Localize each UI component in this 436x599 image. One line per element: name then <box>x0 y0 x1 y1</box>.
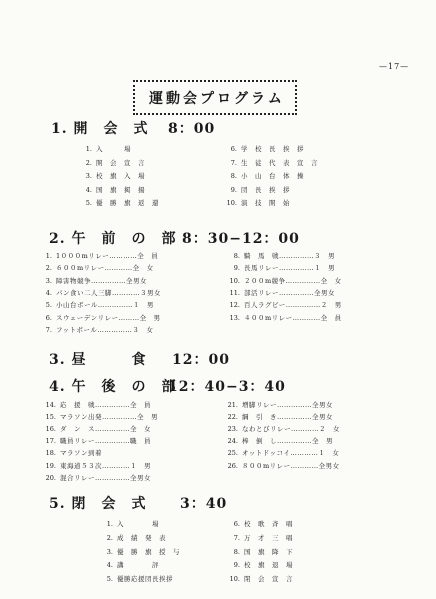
program-item-number: 11. <box>229 288 240 297</box>
program-item-number: 20. <box>45 473 56 482</box>
program-item <box>38 290 161 297</box>
program-item <box>226 576 293 583</box>
section-closing-time: 3：40 <box>180 496 228 512</box>
program-item-label: ２００m競争……………全 女 <box>244 276 342 285</box>
program-item-label: 開 会 宣 言 <box>96 158 145 167</box>
program-item-number: 8. <box>233 252 240 260</box>
program-item <box>99 562 159 569</box>
program-item-label: 部活リレー……………全男女 <box>244 288 335 297</box>
program-item <box>226 302 342 309</box>
program-item-number: 21. <box>227 401 238 409</box>
program-item-number: 7. <box>233 533 240 542</box>
section-afternoon-title: 4. 午 後 の 部 <box>49 379 177 395</box>
program-item-label: 職員リレー……………職 員 <box>60 437 151 446</box>
program-item <box>224 450 339 457</box>
program-item-number: 8. <box>230 172 237 180</box>
program-item-label: ４００mリレー…………全 員 <box>244 313 342 322</box>
program-item-label: 閉 会 宣 言 <box>244 575 293 584</box>
program-item <box>42 438 151 445</box>
section-lunch-title: 3. 昼 食 <box>49 352 147 368</box>
program-item-number: 2. <box>45 264 52 273</box>
program-item <box>38 327 153 334</box>
program-item-number: 1. <box>45 252 52 260</box>
program-item-label: 百人ラグビー……………２ 男 <box>244 301 342 310</box>
program-item <box>78 200 159 207</box>
program-item-label: 入 場 <box>117 520 159 528</box>
program-item <box>226 253 335 260</box>
program-item-label: 演 技 開 始 <box>241 199 290 207</box>
program-item-number: 19. <box>45 461 56 470</box>
program-item <box>223 173 304 180</box>
program-item <box>42 426 151 433</box>
program-item-label: ダ ン ス……………全 女 <box>60 425 151 434</box>
program-item-label: ８００mリレー…………全男女 <box>242 461 340 470</box>
program-item <box>42 450 102 457</box>
program-item-label: ６００mリレー…………全 女 <box>56 264 154 273</box>
program-item-number: 13. <box>229 313 240 322</box>
program-item-label: 障害物競争……………全男女 <box>56 276 147 285</box>
program-item-number: 7. <box>45 325 52 334</box>
program-item-number: 1. <box>85 145 92 153</box>
program-item-label: 学 校 長 挨 拶 <box>241 145 304 153</box>
program-item <box>99 535 166 542</box>
program-item-label: 応 援 戦……………全 員 <box>60 401 151 409</box>
program-item <box>99 549 180 556</box>
program-item-label: 優 勝 旗 授 与 <box>117 547 180 556</box>
program-item <box>226 265 335 272</box>
program-item-number: 6. <box>230 145 237 153</box>
program-item-label: パン食い二人三脚…………３男女 <box>56 288 161 297</box>
program-item-label: 団 長 挨 拶 <box>241 185 290 194</box>
program-item-label: 万 才 三 唱 <box>244 533 293 542</box>
program-item-number: 3. <box>85 172 92 180</box>
program-item <box>224 402 333 409</box>
program-item <box>224 414 333 421</box>
program-item <box>226 315 342 322</box>
program-item-label: 棒 倒 し……………全 男 <box>242 437 333 446</box>
section-morning-title: 2. 午 前 の 部 <box>49 231 177 247</box>
program-item <box>38 315 161 322</box>
program-item-number: 10. <box>226 199 237 207</box>
program-item-number: 9. <box>233 264 240 273</box>
program-item <box>223 160 318 167</box>
program-item-number: 9. <box>230 185 237 194</box>
program-item <box>224 463 340 470</box>
program-item-number: 5. <box>106 575 113 584</box>
program-item-number: 3. <box>106 547 113 556</box>
program-item <box>99 576 173 583</box>
program-item <box>226 521 293 528</box>
program-item <box>226 562 293 569</box>
program-item-number: 12. <box>229 301 240 310</box>
program-item-number: 1. <box>106 520 113 528</box>
program-item <box>224 426 340 433</box>
program-item-number: 7. <box>230 158 237 167</box>
program-item-number: 9. <box>233 561 240 570</box>
program-item-label: 優 勝 旗 返 還 <box>96 199 159 207</box>
program-item-number: 22. <box>227 413 238 422</box>
program-item-label: 小 山 台 体 操 <box>241 172 304 180</box>
program-item-label: 綱 引 き……………全男女 <box>242 413 333 422</box>
program-item <box>224 438 333 445</box>
section-opening-time: 8：00 <box>168 121 216 137</box>
program-item <box>226 549 293 556</box>
program-item-number: 5. <box>85 199 92 207</box>
program-item-label: 国 旗 掲 揚 <box>96 185 145 194</box>
program-item-number: 10. <box>229 575 240 584</box>
program-item-label: フットボール……………３ 女 <box>56 325 154 334</box>
program-item <box>78 146 131 153</box>
program-item <box>226 278 342 285</box>
program-item-number: 16. <box>45 425 56 434</box>
program-item-number: 2. <box>85 158 92 167</box>
program-item <box>42 475 151 482</box>
program-item-number: 10. <box>229 276 240 285</box>
section-lunch-time: 12：00 <box>172 352 230 368</box>
program-item-label: 校 歌 斉 唱 <box>244 520 293 528</box>
program-item <box>38 253 158 260</box>
program-item-label: 入 場 <box>96 145 131 153</box>
program-item <box>78 187 145 194</box>
program-item <box>223 146 304 153</box>
section-closing-title: 5. 閉 会 式 <box>49 496 147 512</box>
program-item-label: 騎 馬 戦……………３ 男 <box>244 252 335 260</box>
section-opening-heading <box>51 118 149 138</box>
program-item-number: 8. <box>233 547 240 556</box>
program-item-number: 4. <box>45 288 52 297</box>
program-item <box>226 535 293 542</box>
program-item-number: 18. <box>45 449 56 458</box>
program-item-number: 3. <box>45 276 52 285</box>
program-item <box>99 521 159 528</box>
program-item-number: 5. <box>45 301 52 310</box>
program-item-number: 6. <box>233 520 240 528</box>
section-afternoon-time: 12：40−3：40 <box>168 379 286 395</box>
program-item-number: 26. <box>227 461 238 470</box>
program-item <box>42 463 151 470</box>
program-item-label: 小山台ボール……………１ 男 <box>56 301 154 310</box>
program-item-number: 24. <box>227 437 238 446</box>
program-item-number: 4. <box>106 561 113 570</box>
program-item-number: 23. <box>227 425 238 434</box>
program-item <box>38 265 154 272</box>
program-item-number: 25. <box>227 449 238 458</box>
program-item-label: オットドッコイ…………１ 女 <box>242 449 340 458</box>
program-item <box>42 402 151 409</box>
program-item <box>42 414 158 421</box>
page-number: —17— <box>379 62 410 71</box>
program-item <box>78 173 145 180</box>
program-item-label: 混合リレー……………全男女 <box>60 473 151 482</box>
program-item <box>223 187 290 194</box>
section-opening-title: 1. 開 会 式 <box>51 121 149 137</box>
program-item-label: 講 評 <box>117 561 159 570</box>
program-item-label: 東海道５３次…………１ 男 <box>60 461 151 470</box>
program-item-number: 4. <box>85 185 92 194</box>
section-morning-time: 8：30−12：00 <box>182 231 300 247</box>
program-item-number: 6. <box>45 313 52 322</box>
program-item-label: なわとびリレー…………２ 女 <box>242 425 340 434</box>
program-item-number: 15. <box>45 413 56 422</box>
program-item <box>226 290 335 297</box>
program-item-label: 成 績 発 表 <box>117 533 166 542</box>
program-item-label: 校 旗 退 場 <box>244 561 293 570</box>
program-item-label: マラソン出発……………全 男 <box>60 413 158 422</box>
program-item-number: 14. <box>45 401 56 409</box>
program-item-label: 校 旗 入 場 <box>96 172 145 180</box>
program-item-label: 国 旗 降 下 <box>244 547 293 556</box>
program-item <box>38 302 154 309</box>
program-item-label: 生 徒 代 表 宣 言 <box>241 158 318 167</box>
program-item-label: 増脚リレー……………全男女 <box>242 401 333 409</box>
program-item <box>38 278 147 285</box>
program-item-label: 優勝応援団長挨拶 <box>117 575 173 584</box>
program-item-label: マラソン到着 <box>60 449 102 458</box>
program-item <box>223 200 290 207</box>
page-title: 運動会プログラム <box>133 80 297 115</box>
program-item-number: 17. <box>45 437 56 446</box>
program-item-label: 長馬リレー……………１ 男 <box>244 264 335 273</box>
program-item <box>78 160 145 167</box>
program-item-number: 2. <box>106 533 113 542</box>
program-item-label: 1０００mリレー…………全 員 <box>56 252 159 260</box>
program-item-label: スウェーデンリレー………全 男 <box>56 313 161 322</box>
